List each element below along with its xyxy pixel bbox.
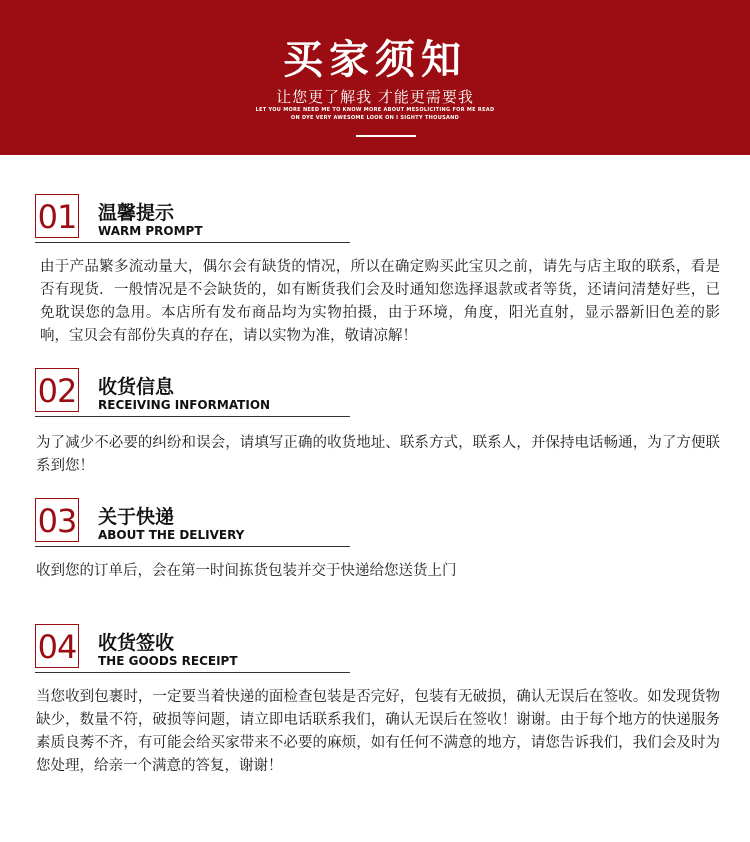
section-subtitle-en: ABOUT THE DELIVERY bbox=[98, 528, 245, 542]
section-title: 温馨提示 bbox=[98, 202, 175, 224]
section-body: 收到您的订单后，会在第一时间拣货包装并交于快递给您送货上门 bbox=[36, 563, 457, 579]
section-number-box: 03 bbox=[35, 498, 79, 542]
section-subtitle-en: THE GOODS RECEIPT bbox=[98, 654, 238, 668]
banner-title: 买家须知 bbox=[283, 37, 467, 83]
header-banner bbox=[0, 0, 750, 155]
section-subtitle-en: RECEIVING INFORMATION bbox=[98, 398, 271, 412]
section-body: 由于产品繁多流动量大，偶尔会有缺货的情况，所以在确定购买此宝贝之前，请先与店主取的联系，看是否有现货．一般情况是不会缺货的，如有断货我们会及时通知您选择退款或者等货，还请问清楚好些，已免耽误您的急用。本店所有发布商品均为实物拍摄，由于环境，角度，阳光直射，显示器新旧色差的影响，宝贝会有部份失真的存在，请以实物为准，敬请凉解！ bbox=[40, 259, 720, 344]
section-title: 收货信息 bbox=[98, 376, 175, 398]
section-body: 为了减少不必要的纠纷和误会，请填写正确的收货地址、联系方式，联系人，并保持电话畅通，为了方便联系到您！ bbox=[36, 435, 720, 474]
banner-divider bbox=[356, 135, 416, 137]
banner-english-line-1: LET YOU MORE NEED ME TO KNOW MORE ABOUT MESOLICITING FOR ME READ bbox=[255, 107, 495, 113]
banner-english-text bbox=[0, 106, 750, 122]
section-title: 关于快递 bbox=[98, 506, 175, 528]
section-divider bbox=[35, 546, 350, 547]
section-number-box: 02 bbox=[35, 368, 79, 412]
section-divider bbox=[35, 242, 350, 243]
section-number-box: 01 bbox=[35, 194, 79, 238]
section-number-box: 04 bbox=[35, 624, 79, 668]
banner-english-line-2: ON DYE VERY AWESOME LOOK ON I SIGHTY THOUSAND bbox=[290, 115, 460, 121]
section-divider bbox=[35, 672, 350, 673]
section-title: 收货签收 bbox=[98, 632, 175, 654]
section-divider bbox=[35, 416, 350, 417]
banner-subtitle: 让您更了解我 才能更需要我 bbox=[276, 88, 474, 106]
section-body: 当您收到包裹时，一定要当着快递的面检查包装是否完好，包装有无破损，确认无误后在签收。如发现货物缺少，数量不符，破损等问题，请立即电话联系我们，确认无误后在签收！谢谢。由于每个地方的快递服务素质良莠不齐，有可能会给买家带来不必要的麻烦，如有任何不满意的地方，请您告诉我们，我们会及时为您处理，给亲一个满意的答复，谢谢！ bbox=[36, 689, 720, 774]
section-subtitle-en: WARM PROMPT bbox=[98, 224, 203, 238]
